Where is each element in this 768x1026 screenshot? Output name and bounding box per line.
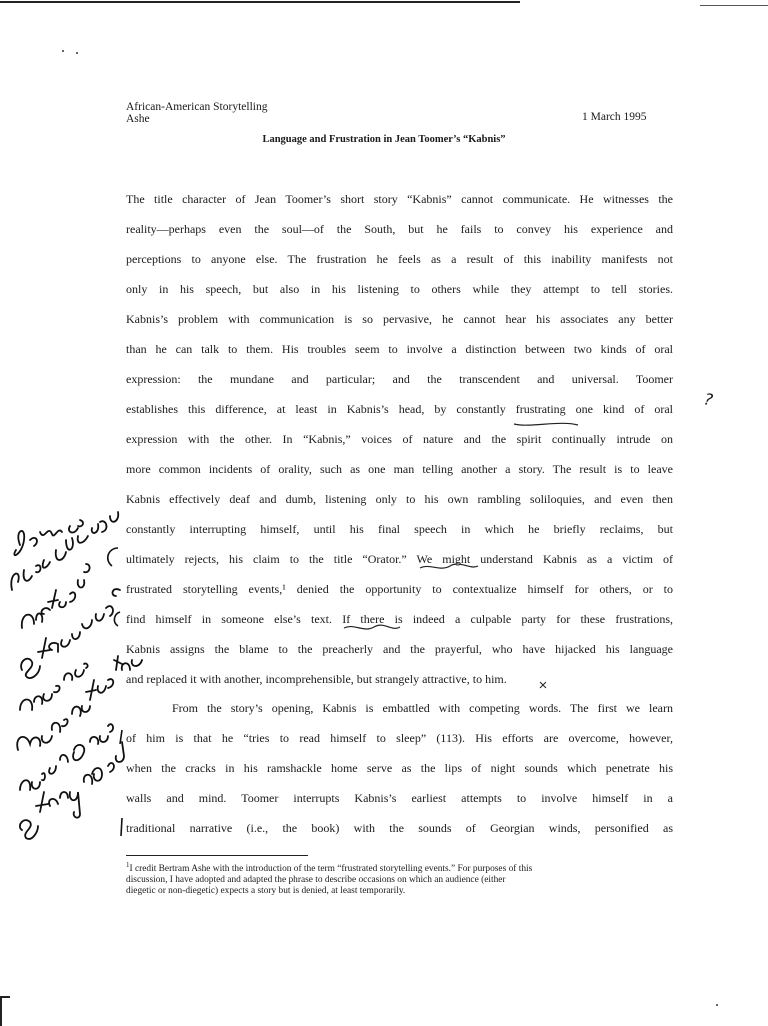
text-line: establishes this difference, at least in Kabnis’s head, by constantly frustrating one kind of oral xyxy=(126,402,673,416)
footnote-line: I credit Bertram Ashe with the introduction of the term “frustrated storytelling events.” For purposes of this xyxy=(129,864,533,875)
text-line: than he can talk to them. His troubles seem to involve a distinction between two kinds of oral xyxy=(126,342,673,356)
text-line: when the cracks in his ramshackle home serve as the lips of night sounds which penetrate his xyxy=(126,761,673,775)
footnote xyxy=(126,860,676,897)
underline-mark xyxy=(514,423,578,425)
text-line: The title character of Jean Toomer’s short story “Kabnis” cannot communicate. He witnesses the xyxy=(126,192,673,206)
text-line: find himself in someone else’s text. If there is indeed a culpable party for these frustrations, xyxy=(126,612,673,626)
scan-top-edge xyxy=(0,1,520,3)
scan-speck xyxy=(62,50,64,52)
handwritten-margin-comment xyxy=(0,510,150,840)
document-date: 1 March 1995 xyxy=(582,111,647,123)
text-line: frustrated storytelling events,¹ denied the opportunity to contextualize himself for others, or to xyxy=(126,582,673,596)
footnote-mark: 1 xyxy=(126,861,130,869)
header-block xyxy=(126,101,267,125)
course-name: African-American Storytelling xyxy=(126,101,268,113)
scan-speck xyxy=(716,1004,718,1006)
author-name: Ashe xyxy=(126,113,150,125)
footnote-line: diegetic or non-diegetic) expects a story but is denied, at least temporarily. xyxy=(126,886,406,897)
text-line: Kabnis’s problem with communication is so pervasive, he cannot hear his associates any better xyxy=(126,312,673,326)
text-line: ultimately rejects, his claim to the title “Orator.” We might understand Kabnis as a victim of xyxy=(126,552,673,566)
text-line: only in his speech, but also in his listening to others while they attempt to tell stories. xyxy=(126,282,673,296)
text-line: Kabnis effectively deaf and dumb, listening only to his own rambling soliloquies, and even then xyxy=(126,492,673,506)
text-line: perceptions to anyone else. The frustration he feels as a result of this inability manifests not xyxy=(126,252,673,266)
text-line: and replaced it with another, incomprehensible, but strangely attractive, to him. xyxy=(126,672,507,686)
text-line: reality—perhaps even the soul—of the South, but he fails to convey his experience and xyxy=(126,222,673,236)
scan-speck xyxy=(76,52,78,54)
scan-top-edge-right xyxy=(700,5,768,6)
text-line: Kabnis assigns the blame to the preacherly and the prayerful, who have hijacked his language xyxy=(126,642,673,656)
text-line: expression with the other. In “Kabnis,” voices of nature and the spirit continually intrude on xyxy=(126,432,673,446)
footnote-rule xyxy=(126,855,308,856)
margin-question-mark: ? xyxy=(702,389,715,410)
text-line: constantly interrupting himself, until his final speech in which he briefly reclaims, but xyxy=(126,522,673,536)
essay-title: Language and Frustration in Jean Toomer’s “Kabnis” xyxy=(262,134,506,145)
text-line: of him is that he “tries to read himself to sleep” (113). His efforts are overcome, however, xyxy=(126,731,673,745)
footnote-line: discussion, I have adopted and adapted the phrase to describe occasions on which an audience (either xyxy=(126,875,506,886)
text-line: walls and mind. Toomer interrupts Kabnis’s earliest attempts to involve himself in a xyxy=(126,791,673,805)
text-line: traditional narrative (i.e., the book) with the sounds of Georgian winds, personified as xyxy=(126,821,673,835)
text-line: more common incidents of orality, such as one man telling another a story. The result is to leave xyxy=(126,462,673,476)
text-line: From the story’s opening, Kabnis is embattled with competing words. The first we learn xyxy=(172,701,673,715)
scan-corner-mark xyxy=(0,996,10,1026)
text-line: expression: the mundane and particular; and the transcendent and universal. Toomer xyxy=(126,372,673,386)
